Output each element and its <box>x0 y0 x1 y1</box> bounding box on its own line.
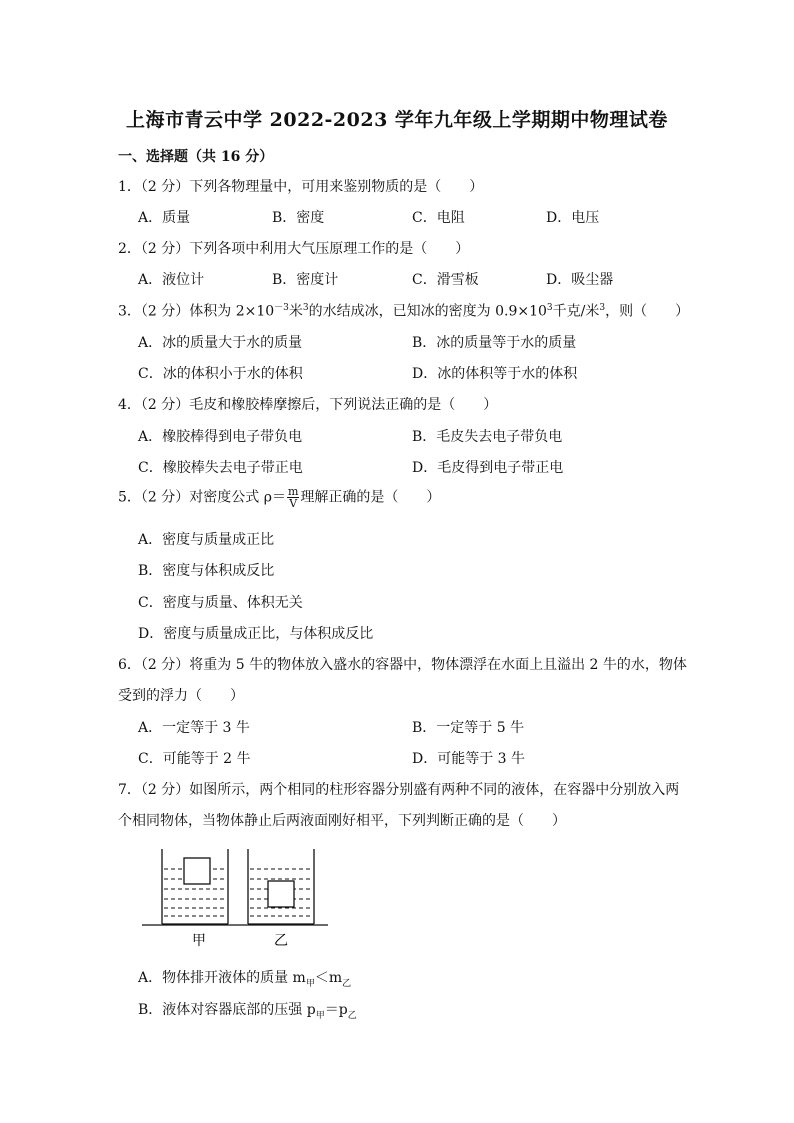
section-heading: 一、选择题（共 16 分） <box>118 149 274 165</box>
question-2-stem: 2．（2 分）下列各项中利用大气压原理工作的是（ ） <box>118 241 470 257</box>
q3-stem-part: 3．（2 分）体积为 2×10 <box>118 303 275 320</box>
q4-option-d[interactable]: D．毛皮得到电子带正电 <box>412 460 564 476</box>
q3-exponent: 3 <box>546 303 553 313</box>
q7-a-subscript: 乙 <box>342 978 352 989</box>
q4-option-a[interactable]: A．橡胶棒得到电子带负电 <box>138 429 303 445</box>
q1-option-c[interactable]: C．电阻 <box>412 210 465 226</box>
floating-object-jia <box>184 858 210 884</box>
q2-option-b[interactable]: B．密度计 <box>272 272 339 288</box>
q7-b-text: ＝p <box>324 1002 348 1018</box>
q3-exponent: 3 <box>302 303 309 313</box>
q3-exponent: －3 <box>274 303 289 313</box>
q7-b-subscript: 乙 <box>347 1010 357 1021</box>
q6-option-b[interactable]: B．一定等于 5 牛 <box>412 720 525 736</box>
q3-option-a[interactable]: A．冰的质量大于水的质量 <box>138 335 303 351</box>
q3-exponent: 3 <box>599 303 606 313</box>
q3-option-d[interactable]: D．冰的体积等于水的体积 <box>412 366 578 382</box>
question-4-stem: 4．（2 分）毛皮和橡胶棒摩擦后，下列说法正确的是（ ） <box>118 397 498 413</box>
question-7-stem-line2: 个相同物体，当物体静止后两液面刚好相平，下列判断正确的是（ ） <box>118 813 566 829</box>
q5-option-a[interactable]: A．密度与质量成正比 <box>138 532 275 548</box>
q3-option-b[interactable]: B．冰的质量等于水的质量 <box>412 335 577 351</box>
containers-figure <box>140 846 330 950</box>
q6-option-d[interactable]: D．可能等于 3 牛 <box>412 751 526 767</box>
question-6-stem-line1: 6．（2 分）将重为 5 牛的物体放入盛水的容器中，物体漂浮在水面上且溢出 2 牛的水，物体 <box>118 657 687 673</box>
q7-a-subscript: 甲 <box>305 978 315 989</box>
q1-option-b[interactable]: B．密度 <box>272 210 325 226</box>
question-7-stem-line1: 7．（2 分）如图所示，两个相同的柱形容器分别盛有两种不同的液体，在容器中分别放入两 <box>118 782 680 798</box>
q5-stem-part: 5．（2 分）对密度公式 ρ＝ <box>118 489 286 506</box>
container-yi <box>248 849 314 924</box>
question-1-stem: 1．（2 分）下列各物理量中，可用来鉴别物质的是（ ） <box>118 179 484 195</box>
density-fraction <box>287 486 299 509</box>
question-5-stem <box>118 486 440 509</box>
q2-option-d[interactable]: D．吸尘器 <box>546 272 614 288</box>
q2-option-c[interactable]: C．滑雪板 <box>412 272 479 288</box>
fraction-denominator: V <box>289 497 298 510</box>
q3-stem-part: ，则（ ） <box>605 303 690 320</box>
question-6-stem-line2: 受到的浮力（ ） <box>118 688 244 704</box>
q4-option-b[interactable]: B．毛皮失去电子带负电 <box>412 429 563 445</box>
q7-a-text: A．物体排开液体的质量 m <box>138 970 306 986</box>
q5-option-b[interactable]: B．密度与体积成反比 <box>138 563 275 579</box>
q7-option-b[interactable] <box>138 999 357 1021</box>
q3-option-c[interactable]: C．冰的体积小于水的体积 <box>138 366 303 382</box>
q1-option-d[interactable]: D．电压 <box>546 210 600 226</box>
q3-stem-part: 千克/米 <box>552 303 600 320</box>
container-jia <box>162 849 228 924</box>
suspended-object-yi <box>268 881 294 907</box>
page-title: 上海市青云中学 2022-2023 学年九年级上学期期中物理试卷 <box>126 109 668 131</box>
label-jia: 甲 <box>192 933 206 949</box>
q7-a-text: ＜m <box>314 970 343 986</box>
fraction-numerator: m <box>287 485 299 498</box>
q7-option-a[interactable] <box>138 967 351 989</box>
q4-option-c[interactable]: C．橡胶棒失去电子带正电 <box>138 460 303 476</box>
q3-stem-part: 的水结成冰，已知冰的密度为 0.9×10 <box>308 303 547 320</box>
q6-option-c[interactable]: C．可能等于 2 牛 <box>138 751 251 767</box>
q6-option-a[interactable]: A．一定等于 3 牛 <box>138 720 250 736</box>
q3-stem-part: 米 <box>288 303 303 320</box>
q1-option-a[interactable]: A．质量 <box>138 210 191 226</box>
label-yi: 乙 <box>274 933 288 949</box>
q7-b-subscript: 甲 <box>315 1010 325 1021</box>
question-3-stem <box>118 300 689 321</box>
q5-option-d[interactable]: D．密度与质量成正比，与体积成反比 <box>138 626 374 642</box>
q5-option-c[interactable]: C．密度与质量、体积无关 <box>138 595 303 611</box>
q5-stem-part: 理解正确的是（ ） <box>300 489 441 506</box>
q7-b-text: B．液体对容器底部的压强 p <box>138 1002 316 1018</box>
q2-option-a[interactable]: A．液位计 <box>138 272 205 288</box>
